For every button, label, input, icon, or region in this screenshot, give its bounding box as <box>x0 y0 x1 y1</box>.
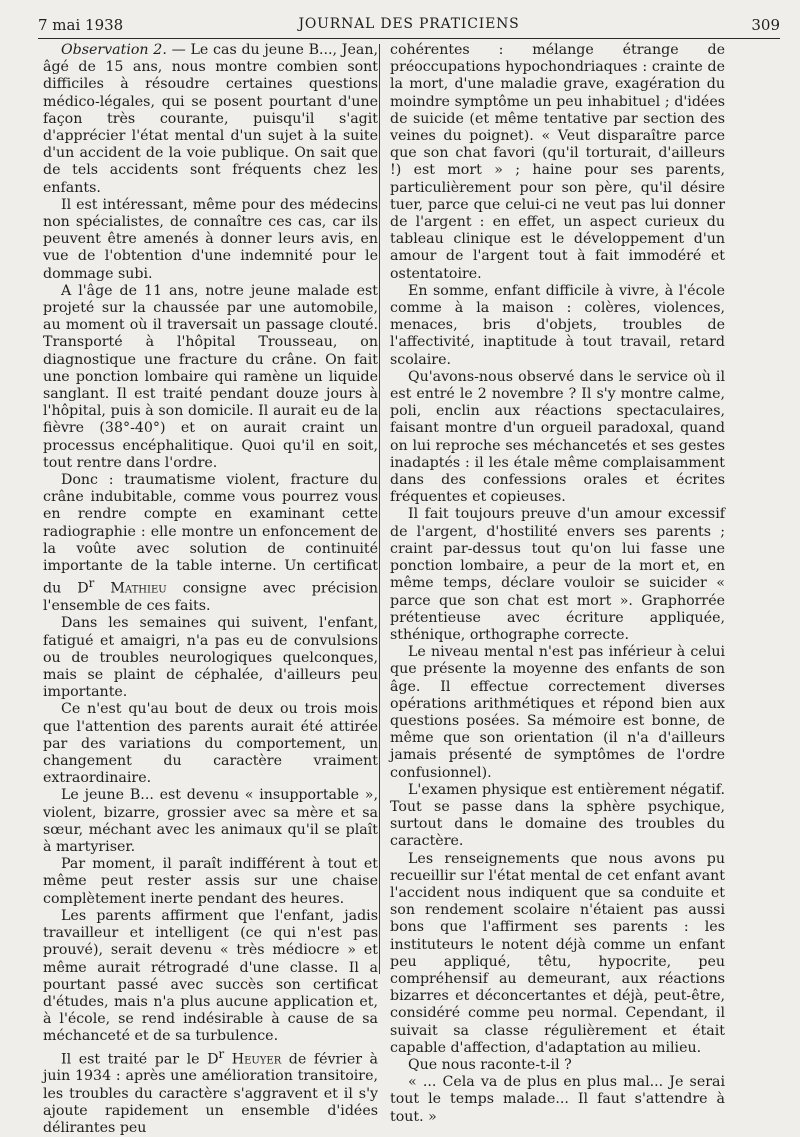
paragraph: Le niveau mental n'est pas inférieur à celui que présente la moyenne des enfants de son âge. Il effectue correctement diverses opérations arithmétiques et répond bien aux questions posées. Sa mémoire est bonne, de même que son orientation (il n'a d'ailleurs jamais présenté de symptômes de l'ordre confusionnel). <box>390 644 725 781</box>
paragraph: Les parents affirment que l'enfant, jadis travailleur et intelligent (ce qui n'est pas prouvé), serait devenu « très médiocre » et même aurait rétrogradé d'une classe. Il a pourtant passé avec succès son certificat d'études, mais n'a plus aucune application et, à l'école, se rend indésirable à cause de sa méchanceté et de sa turbulence. <box>43 907 378 1045</box>
header-date: 7 mai 1938 <box>38 16 124 34</box>
header-rule <box>38 38 780 39</box>
paragraph: Par moment, il paraît indifférent à tout et même peut rester assis sur une chaise complètement inerte pendant des heures. <box>43 856 378 907</box>
paragraph: L'examen physique est entièrement négatif. Tout se passe dans la sphère psychique, surtout dans le domaine des troubles du caractère. <box>390 781 725 850</box>
paragraph: Dans les semaines qui suivent, l'enfant, fatigué et amaigri, n'a pas eu de convulsions ou de troubles neurologiques quelconques, mais se plaint de céphalée, d'ailleurs peu importante. <box>43 615 378 701</box>
paragraph: Donc : traumatisme violent, fracture du crâne indubitable, comme vous pourrez vous en rendre compte en examinant cette radiographie : elle montre un enfoncement de la voûte avec solution de continuité importante de la table interne. Un certificat du $D^r$ Mathieu consigne avec précision l'ensemble de ces faits. <box>43 472 378 615</box>
paragraph: « ... Cela va de plus en plus mal... Je serai tout le temps malade... Il faut s'attendre à tout. » <box>390 1074 725 1125</box>
column-divider <box>379 44 380 974</box>
paragraph: Il est intéressant, même pour des médecins non spécialistes, de connaître ces cas, car ils peuvent être amenés à donner leurs avis, en vue de l'obtention d'une indemnité pour le dommage subi. <box>43 196 378 282</box>
paragraph: Il fait toujours preuve d'un amour excessif de l'argent, d'hostilité envers ses parents ; craint par-dessus tout qu'on lui fasse une ponction lombaire, a peur de la mort et, en même temps, déclare vouloir se suicider « parce que son chat est mort ». Graphorrée prétentieuse avec écriture appliquée, sthénique, orthographe correcte. <box>390 506 725 643</box>
paragraph: Les renseignements que nous avons pu recueillir sur l'état mental de cet enfant avant l'accident nous indiquent que sa conduite et son rendement scolaire n'étaient pas aussi bons que l'affirment ses parents : les instituteurs le notent déjà comme un enfant peu appliqué, têtu, hypocrite, peu compréhensif au demeurant, aux réactions bizarres et déconcertantes et déjà, peut-être, considéré comme peu normal. Cependant, il suivait sa classe régulièrement et était capable d'affection, d'adaptation au milieu. <box>390 850 725 1056</box>
observation-label: Observation 2. <box>61 42 167 58</box>
paragraph: Qu'avons-nous observé dans le service où il est entré le 2 novembre ? Il s'y montre calme, poli, enclin aux réactions spectaculaires, faisant montre d'un orgueil paradoxal, quand on lui reproche ses méchancetés et ses gestes inadaptés : il les étale même complaisamment dans des confessions orales et écrites fréquentes et copieuses. <box>390 368 725 506</box>
paragraph: En somme, enfant difficile à vivre, à l'école comme à la maison : colères, violences, menaces, bris d'objets, troubles de l'affectivité, inaptitude à tout travail, retard scolaire. <box>390 282 725 368</box>
paragraph: cohérentes : mélange étrange de préoccupations hypochondriaques : crainte de la mort, d'une maladie grave, exagération du moindre symptôme un peu inhabituel ; d'idées de suicide (et même tentative par section des veines du poignet). « Veut disparaître parce que son chat favori (qu'il torturait, d'ailleurs !) est mort » ; haine pour ses parents, particulièrement pour son père, qu'il désire tuer, parce que celui-ci ne veut pas lui donner de l'argent : en effet, un aspect curieux du tableau clinique est le développement d'un amour de l'argent tout à fait immodéré et ostentatoire. <box>390 42 725 282</box>
paragraph: Observation 2. — Le cas du jeune B..., Jean, âgé de 15 ans, nous montre combien sont difficiles à résoudre certaines questions médico-légales, qui se posent pourtant d'une façon très courante, puisqu'il s'agit d'apprécier l'état mental d'un sujet à la suite d'un accident de la voie publique. On sait que de tels accidents sont fréquents chez les enfants. <box>43 42 378 196</box>
left-column <box>43 42 378 1137</box>
header-journal-title: JOURNAL DES PRATICIENS <box>298 16 520 32</box>
paragraph: Que nous raconte-t-il ? <box>408 1056 572 1073</box>
paragraph: Il est traité par le $D^r$ Heuyer de février à juin 1934 : après une amélioration transitoire, les troubles du caractère s'aggravent et il s'y ajoute rapidement un ensemble d'idées délirantes peu <box>43 1046 379 1137</box>
paragraph: Le jeune B... est devenu « insupportable », violent, bizarre, grossier avec sa mère et sa sœur, méchant avec les animaux qu'il se plaît à martyriser. <box>43 787 378 856</box>
header-page-number: 309 <box>751 16 780 34</box>
doctor-name: Mathieu <box>94 581 167 598</box>
page-header <box>38 14 780 36</box>
doctor-name: Heuyer <box>224 1051 282 1068</box>
right-column <box>390 42 725 1126</box>
paragraph: Ce n'est qu'au bout de deux ou trois mois que l'attention des parents aurait été attirée par des variations du comportement, un changement du caractère vraiment extraordinaire. <box>43 701 378 787</box>
paragraph: A l'âge de 11 ans, notre jeune malade est projeté sur la chaussée par une automobile, au moment où il traversait un passage clouté. Transporté à l'hôpital Trousseau, on diagnostique une fracture du crâne. On fait une ponction lombaire qui ramène un liquide sanglant. Il est traité pendant douze jours à l'hôpital, puis à son domicile. Il aurait eu de la fièvre (38°-40°) et on aurait craint un processus encéphalitique. Quoi qu'il en soit, tout rentre dans l'ordre. <box>43 282 378 471</box>
